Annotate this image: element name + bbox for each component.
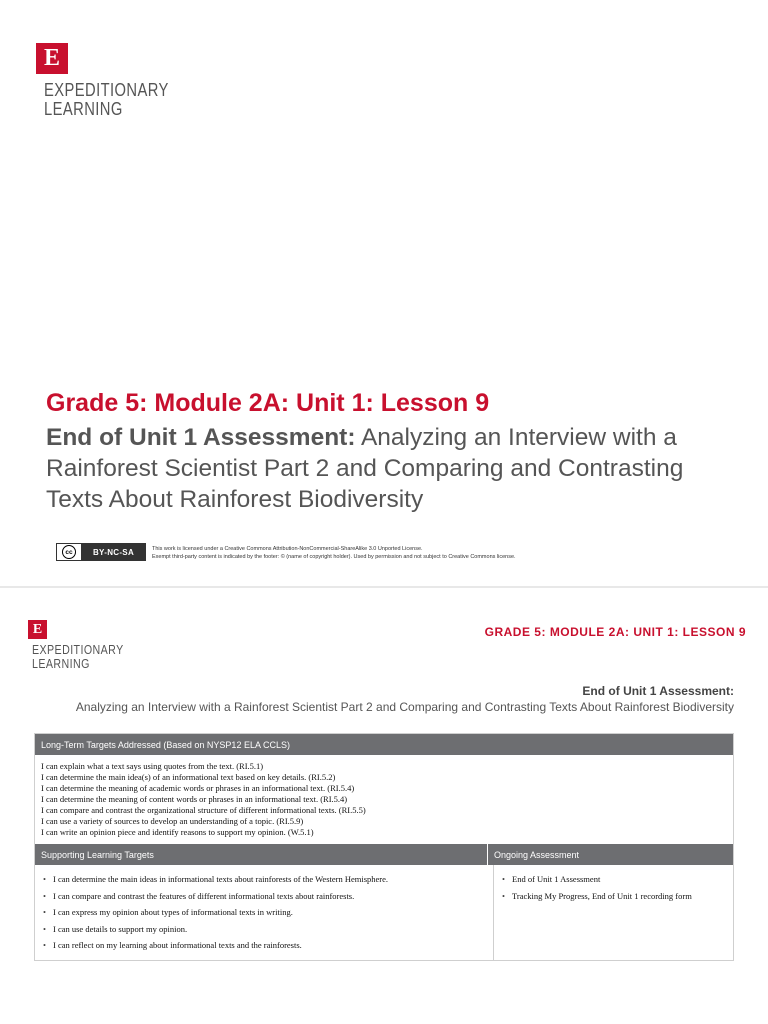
- assessment-title: End of Unit 1 Assessment:: [582, 684, 734, 698]
- logo-line2: LEARNING: [44, 98, 123, 119]
- targets-header-row: [35, 844, 733, 865]
- lesson-title-bold: End of Unit 1 Assessment:: [46, 424, 356, 451]
- long-term-header: Long-Term Targets Addressed (Based on NYSP12 ELA CCLS): [35, 734, 733, 755]
- cc-symbol: cc: [62, 545, 76, 559]
- logo-wordmark: [44, 81, 169, 119]
- logo-wordmark-small: [32, 643, 124, 670]
- long-term-targets: [35, 755, 733, 844]
- supporting-targets-list: [35, 865, 494, 960]
- list-item: • I can use details to support my opinion.: [41, 921, 487, 938]
- list-item: • I can determine the main ideas in informational texts about rainforests of the Western Hemisphere.: [41, 871, 487, 888]
- targets-table: [34, 733, 734, 961]
- logo-line1: EXPEDITIONARY: [44, 80, 169, 100]
- logo-small-line2: LEARNING: [32, 655, 90, 671]
- license-line2: Exempt third-party content is indicated by the footer: © (name of copyright holder). Used by permission and not subject to Creative Commons license.: [152, 554, 516, 560]
- cc-icon: [57, 544, 82, 560]
- grade-title: Grade 5: Module 2A: Unit 1: Lesson 9: [46, 389, 490, 417]
- lesson-title: [46, 422, 746, 515]
- logo-mark-small: E: [28, 620, 47, 639]
- long-term-target: I can determine the meaning of academic words or phrases in an informational text. (RI.5.4): [41, 783, 355, 793]
- list-item: • End of Unit 1 Assessment: [500, 871, 727, 888]
- targets-body-row: [35, 865, 733, 960]
- logo-small-line1: EXPEDITIONARY: [32, 642, 124, 657]
- long-term-target: I can determine the meaning of content words or phrases in an informational text. (RI.5.4): [41, 794, 348, 804]
- list-item: • I can reflect on my learning about informational texts and the rainforests.: [41, 937, 487, 954]
- list-item: • Tracking My Progress, End of Unit 1 recording form: [500, 888, 727, 905]
- list-item: • I can compare and contrast the features of different informational texts about rainforests.: [41, 888, 487, 905]
- long-term-target: I can explain what a text says using quotes from the text. (RI.5.1): [41, 761, 264, 771]
- lesson-title-rest: Analyzing an Interview with a Rainforest Scientist Part 2 and Comparing and Contrasting Texts About Rainforest Biodiversity: [46, 424, 684, 513]
- cc-license-badge: [56, 543, 146, 561]
- assessment-subtitle: Analyzing an Interview with a Rainforest Scientist Part 2 and Comparing and Contrasting Texts About Rainforest Biodiversity: [75, 700, 734, 714]
- logo-mark: E: [36, 43, 68, 74]
- long-term-target: I can compare and contrast the organizational structure of different informational texts. (RI.5.5): [41, 805, 366, 815]
- supporting-header: Supporting Learning Targets: [35, 844, 488, 865]
- license-line1: This work is licensed under a Creative Commons Attribution-NonCommercial-ShareAlike 3.0 Unported License.: [152, 546, 423, 552]
- ongoing-header: Ongoing Assessment: [488, 844, 733, 865]
- cc-label: BY-NC-SA: [82, 544, 145, 560]
- license-text: [152, 545, 516, 561]
- ongoing-assessment-list: [494, 865, 733, 960]
- long-term-target: I can determine the main idea(s) of an informational text based on key details. (RI.5.2): [41, 772, 336, 782]
- list-item: • I can express my opinion about types of informational texts in writing.: [41, 904, 487, 921]
- long-term-target: I can write an opinion piece and identify reasons to support my opinion. (W.5.1): [41, 827, 314, 837]
- lesson-header: GRADE 5: MODULE 2A: UNIT 1: LESSON 9: [484, 625, 746, 639]
- long-term-target: I can use a variety of sources to develop an understanding of a topic. (RI.5.9): [41, 816, 304, 826]
